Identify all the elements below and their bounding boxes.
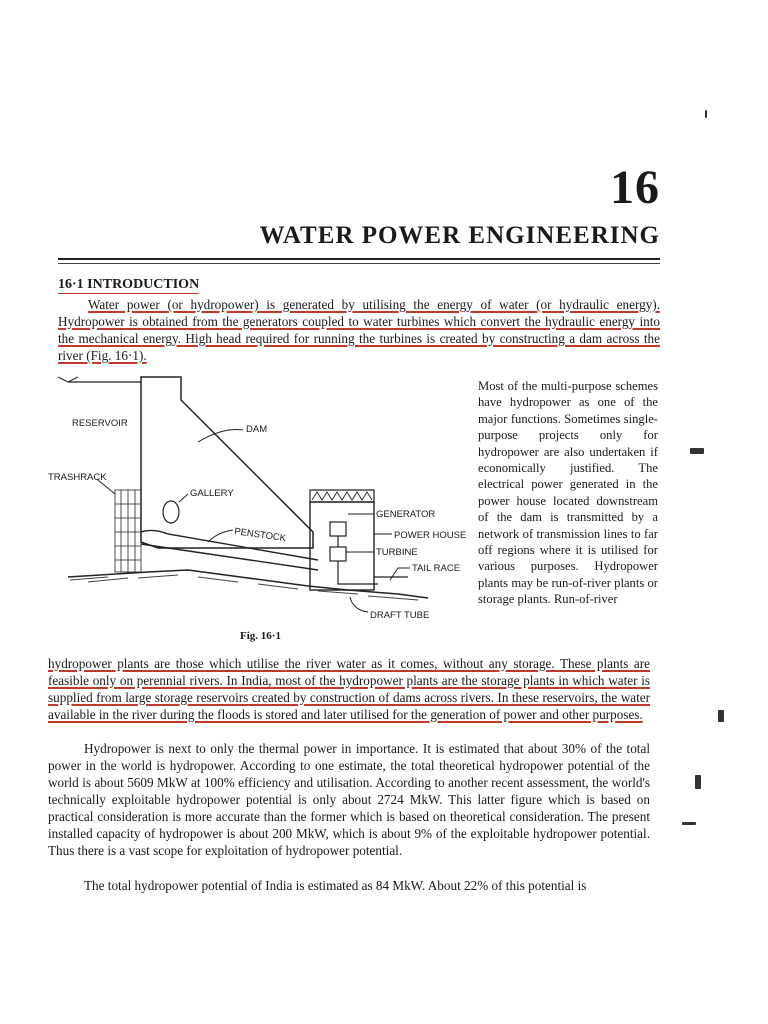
body-paragraph-1 [48,655,650,723]
ground-hatch [70,575,418,600]
side-paragraph: Most of the multi-purpose schemes have hydropower as one of the major functions. Sometimes single-purpose projects only for hydropower are also undertaken if economically justified. The electrical power generated in the power house located downstream of the dam is transmitted by a network of transmission lines to far off regions where it is utilised for various purposes. Hydropower plants may be run-of-river plants or storage plants. Run-of-river [478,379,658,607]
water-mark [58,377,78,382]
label-generator: GENERATOR [376,509,436,520]
dam-body [141,377,313,548]
chapter-number: 16 [610,161,660,214]
gallery-shape [163,501,179,523]
power-house [310,502,374,590]
label-power-house: POWER HOUSE [394,530,467,541]
draft-tube-shape [338,561,378,584]
margin-mark [695,775,701,789]
intro-paragraph [58,296,660,364]
title-rule [58,258,660,260]
leader-lines [98,430,410,613]
intro-text: Water power (or hydropower) is generated by utilising the energy of water (or hydraulic energy). Hydropower is obtained from the generators coupled to water turbines which convert the hydraulic energy into the mechanical energy. High head required for running the turbines is created by constructing a dam across the river (Fig. 16·1). [58,297,660,363]
label-turbine: TURBINE [376,547,418,558]
margin-mark [690,448,704,454]
margin-mark [682,822,696,825]
body-paragraph-3: The total hydropower potential of India is estimated as 84 MkW. About 22% of this potential is [84,878,587,893]
chapter-title: WATER POWER ENGINEERING [259,222,660,249]
label-gallery: GALLERY [190,488,234,499]
label-reservoir: RESERVOIR [72,418,128,429]
label-trashrack: TRASHRACK [48,472,107,483]
dam-cross-section-diagram [48,372,468,627]
penstock-top [141,530,318,560]
label-tail-race: TAIL RACE [412,563,461,574]
label-draft-tube: DRAFT TUBE [370,610,430,621]
body-paragraph-1-text: hydropower plants are those which utilise the river water as it comes, without any storage. These plants are feasible only on perennial rivers. In India, most of the hydropower plants are the storage plants in which water is supplied from large storage reservoirs created by construction of dams across rivers. In these reservoirs, the water available in the river during the floods is stored and later utilised for the generation of power and other purposes. [48,656,650,722]
section-heading: 16·1 INTRODUCTION [58,277,200,292]
roof-truss [312,492,372,500]
label-dam: DAM [246,424,268,435]
body-paragraph-2: Hydropower is next to only the thermal power in importance. It is estimated that about 30% of the total power in the world is hydropower. According to one estimate, the total theoretical hydropower potential of the world is about 5609 MkW at 100% efficiency and utilisation. According to another recent assessment, the world's technically exploitable hydropower potential is only about 2724 MkW. This latter figure which is based on practical consideration is more accurate than the former which is based on theoretical consideration. The present installed capacity of hydropower is about 200 MkW, which is about 9% of the exploitable hydropower potential. Thus there is a vast scope for exploitation of hydropower potential. [48,741,650,858]
generator-shape [330,522,346,536]
margin-mark [705,110,707,118]
trashrack-grid [115,490,141,572]
turbine-shape [330,547,346,561]
margin-mark [718,710,724,722]
label-penstock: PENSTOCK [233,526,287,545]
figure-caption: Fig. 16·1 [240,630,281,642]
title-rule-thin [58,263,660,264]
